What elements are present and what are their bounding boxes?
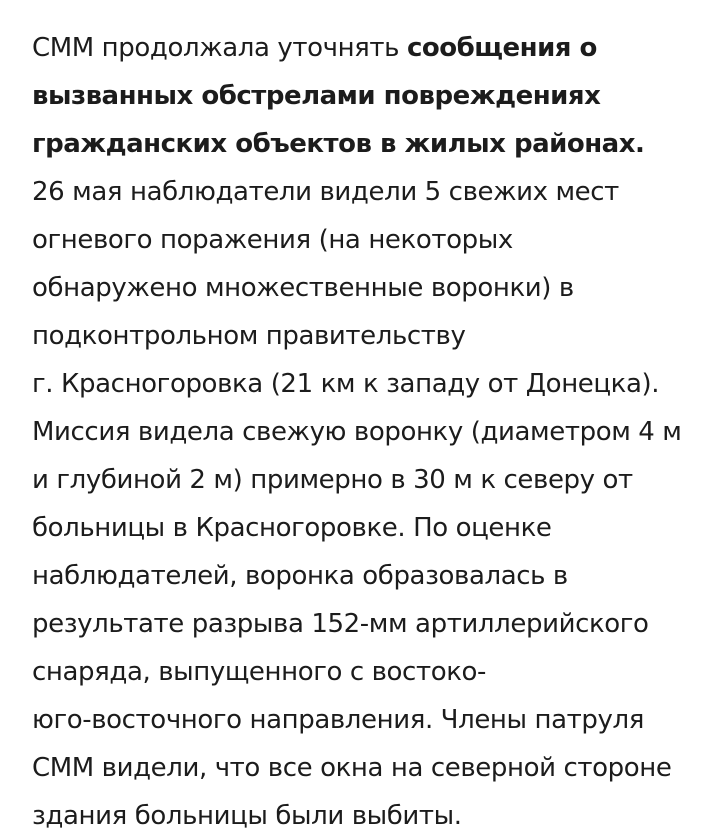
text-line-9: Миссия видела свежую воронку (диаметром 4 м — [32, 417, 682, 447]
text-line-12: наблюдателей, воронка образовалась в — [32, 561, 568, 591]
text-line-3: гражданских объектов в жилых районах. — [32, 129, 645, 159]
text-line-2: вызванных обстрелами повреждениях — [32, 81, 601, 111]
text-line-7: подконтрольном правительству — [32, 321, 466, 351]
text-line-8: г. Красногоровка (21 км к западу от Донецка). — [32, 369, 660, 399]
text-run: СММ продолжала уточнять — [32, 33, 407, 63]
text-line-1 — [32, 24, 707, 72]
bold-text-run: сообщения о — [406, 33, 597, 63]
text-line-6: обнаружено множественные воронки) в — [32, 273, 574, 303]
text-line-14: снаряда, выпущенного с востоко- — [32, 657, 487, 687]
text-line-11: больницы в Красногоровке. По оценке — [32, 513, 552, 543]
text-line-10: и глубиной 2 м) примерно в 30 м к северу от — [32, 465, 633, 495]
text-line-17: здания больницы были выбиты. — [32, 801, 462, 831]
text-line-15: юго-восточного направления. Члены патруля — [32, 705, 644, 735]
text-line-16: СММ видели, что все окна на северной стороне — [32, 753, 672, 783]
text-line-5: огневого поражения (на некоторых — [32, 225, 513, 255]
text-line-4: 26 мая наблюдатели видели 5 свежих мест — [32, 177, 619, 207]
text-line-13: результате разрыва 152-мм артиллерийского — [32, 609, 649, 639]
report-paragraph — [32, 24, 707, 840]
